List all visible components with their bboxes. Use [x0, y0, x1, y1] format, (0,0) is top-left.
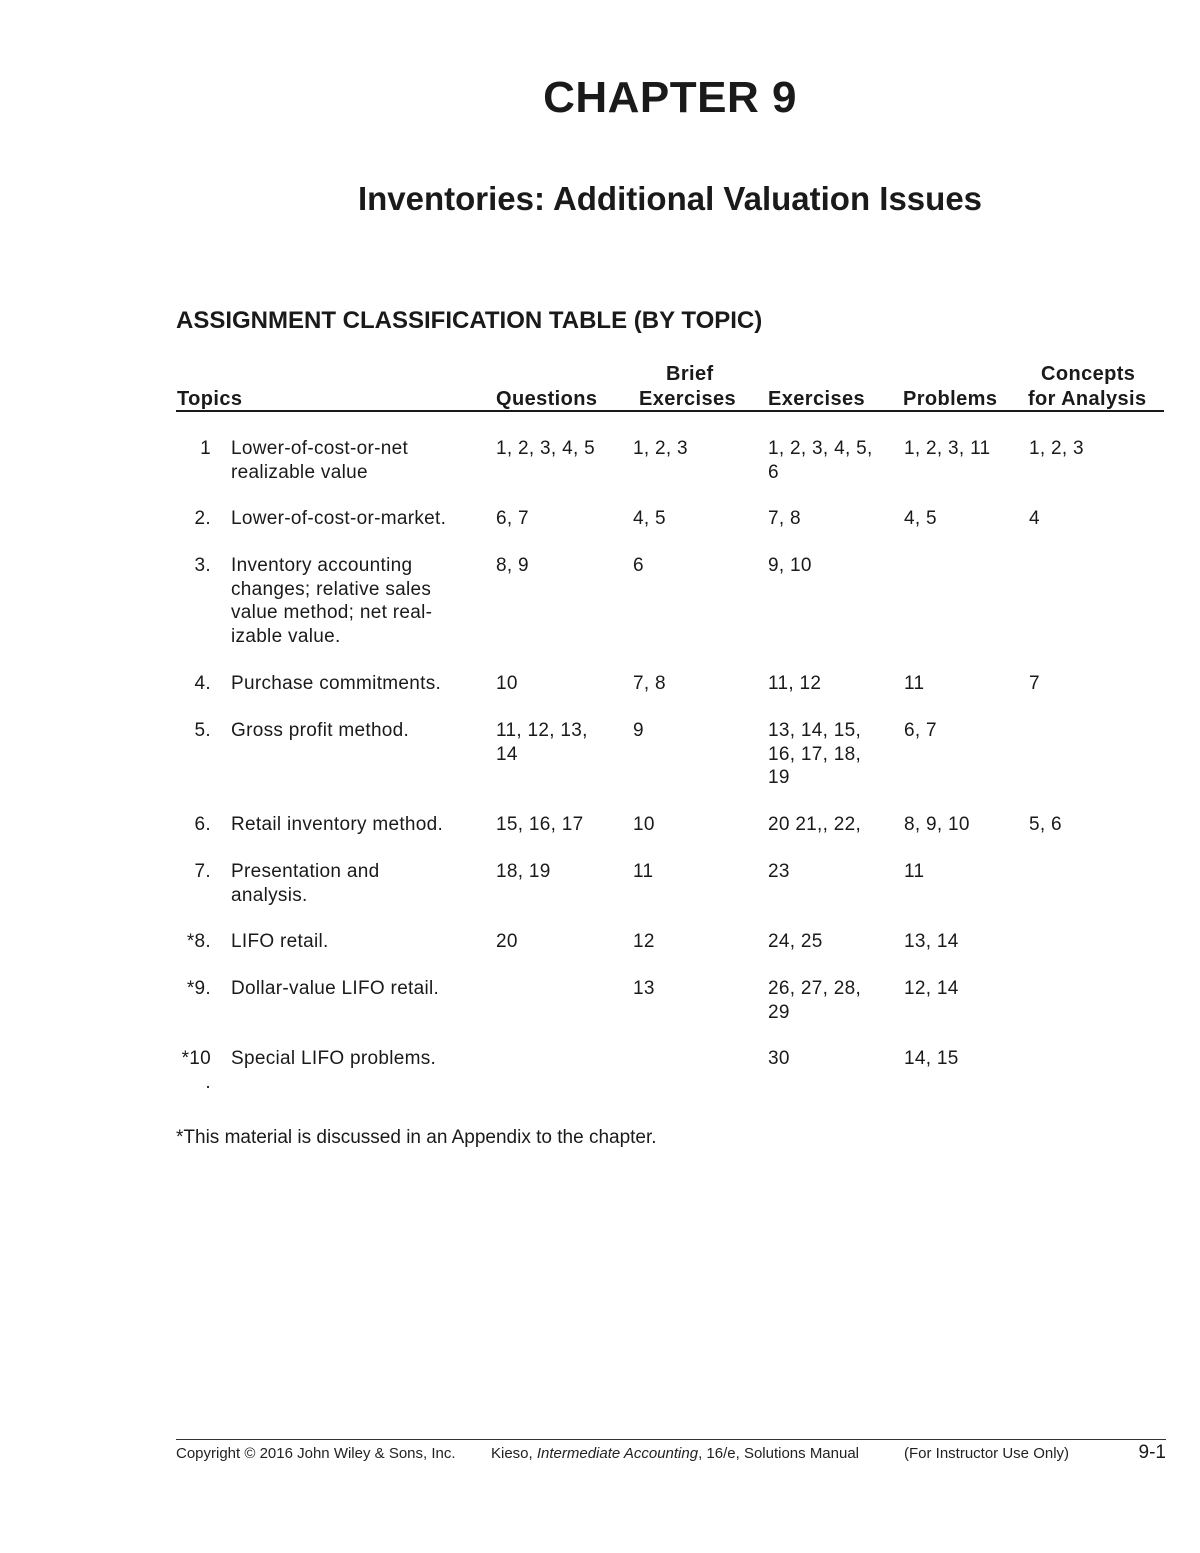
- header-exercises: Exercises: [768, 388, 866, 410]
- header-brief-bottom: Exercises: [639, 388, 737, 410]
- footnote: *This material is discussed in an Appendix to the chapter.: [176, 1127, 657, 1148]
- row-9-num: *9.: [186, 978, 211, 999]
- header-concepts-bottom: for Analysis: [1028, 388, 1147, 410]
- row-8-questions: 20: [496, 931, 518, 952]
- row-3-topic: Inventory accounting changes; relative sales value method; net real- izable value.: [231, 555, 433, 647]
- header-brief-top: Brief: [666, 363, 714, 385]
- row-8-exercises: 24, 25: [768, 931, 823, 952]
- row-4-questions: 10: [496, 673, 518, 694]
- page-number: 9-1: [1138, 1442, 1166, 1463]
- header-concepts-top: Concepts: [1041, 363, 1136, 385]
- header-problems: Problems: [903, 388, 998, 410]
- row-4-problems: 11: [904, 673, 925, 694]
- row-2-concepts: 4: [1029, 508, 1040, 529]
- table-heading: ASSIGNMENT CLASSIFICATION TABLE (BY TOPIC): [176, 307, 763, 334]
- row-1-concepts: 1, 2, 3: [1029, 438, 1084, 459]
- row-8-brief: 12: [633, 931, 655, 952]
- row-2-questions: 6, 7: [496, 508, 529, 529]
- row-3-questions: 8, 9: [496, 555, 529, 576]
- footer-author: Kieso,: [491, 1445, 537, 1462]
- row-5-topic: Gross profit method.: [231, 720, 410, 741]
- row-6-exercises: 20 21,, 22,: [768, 814, 862, 835]
- row-4-num: 4.: [194, 673, 211, 694]
- header-topics: Topics: [177, 388, 243, 410]
- row-7-topic: Presentation and analysis.: [231, 861, 380, 906]
- row-7-exercises: 23: [768, 861, 790, 882]
- footer-usage: (For Instructor Use Only): [904, 1445, 1070, 1462]
- header-questions: Questions: [496, 388, 598, 410]
- row-1-topic: Lower-of-cost-or-net realizable value: [231, 438, 409, 483]
- row-9-topic: Dollar-value LIFO retail.: [231, 978, 440, 999]
- row-3-brief: 6: [633, 555, 644, 576]
- row-9-exercises: 26, 27, 28, 29: [768, 978, 862, 1023]
- chapter-subtitle: Inventories: Additional Valuation Issues: [357, 180, 983, 217]
- footer-edition: , 16/e, Solutions Manual: [698, 1445, 860, 1462]
- row-4-exercises: 11, 12: [768, 673, 822, 694]
- row-2-num: 2.: [194, 508, 211, 529]
- row-2-exercises: 7, 8: [768, 508, 801, 529]
- row-2-brief: 4, 5: [633, 508, 666, 529]
- row-1-num: 1: [200, 438, 211, 459]
- footer-rule: [176, 1439, 1166, 1440]
- row-7-brief: 11: [633, 861, 654, 882]
- row-6-brief: 10: [633, 814, 655, 835]
- row-4-brief: 7, 8: [633, 673, 666, 694]
- row-3-exercises: 9, 10: [768, 555, 812, 576]
- row-1-problems: 1, 2, 3, 11: [904, 438, 991, 459]
- row-8-num: *8.: [186, 931, 211, 952]
- row-8-topic: LIFO retail.: [231, 931, 329, 952]
- row-7-questions: 18, 19: [496, 861, 551, 882]
- row-6-topic: Retail inventory method.: [231, 814, 444, 835]
- row-7-problems: 11: [904, 861, 925, 882]
- row-9-problems: 12, 14: [904, 978, 959, 999]
- row-1-questions: 1, 2, 3, 4, 5: [496, 438, 595, 459]
- row-10-problems: 14, 15: [904, 1048, 959, 1069]
- footer-book-title: Intermediate Accounting: [536, 1445, 699, 1462]
- row-10-topic: Special LIFO problems.: [231, 1048, 437, 1069]
- row-8-problems: 13, 14: [904, 931, 959, 952]
- row-5-problems: 6, 7: [904, 720, 937, 741]
- row-5-brief: 9: [633, 720, 644, 741]
- row-10-exercises: 30: [768, 1048, 790, 1069]
- row-6-num: 6.: [194, 814, 211, 835]
- row-6-questions: 15, 16, 17: [496, 814, 584, 835]
- row-4-concepts: 7: [1029, 673, 1040, 694]
- chapter-title: CHAPTER 9: [543, 73, 797, 122]
- row-6-problems: 8, 9, 10: [904, 814, 970, 835]
- row-10-num: *10 .: [181, 1048, 211, 1093]
- row-7-num: 7.: [194, 861, 211, 882]
- row-5-exercises: 13, 14, 15, 16, 17, 18, 19: [768, 720, 862, 788]
- row-3-num: 3.: [194, 555, 211, 576]
- row-2-topic: Lower-of-cost-or-market.: [231, 508, 447, 529]
- footer-copyright: Copyright © 2016 John Wiley & Sons, Inc.: [176, 1445, 456, 1462]
- row-2-problems: 4, 5: [904, 508, 937, 529]
- row-5-questions: 11, 12, 13, 14: [496, 720, 588, 765]
- row-1-brief: 1, 2, 3: [633, 438, 688, 459]
- row-6-concepts: 5, 6: [1029, 814, 1062, 835]
- row-5-num: 5.: [194, 720, 211, 741]
- footer-book-citation: [491, 1445, 859, 1462]
- row-4-topic: Purchase commitments.: [231, 673, 442, 694]
- row-9-brief: 13: [633, 978, 655, 999]
- row-1-exercises: 1, 2, 3, 4, 5, 6: [768, 438, 873, 483]
